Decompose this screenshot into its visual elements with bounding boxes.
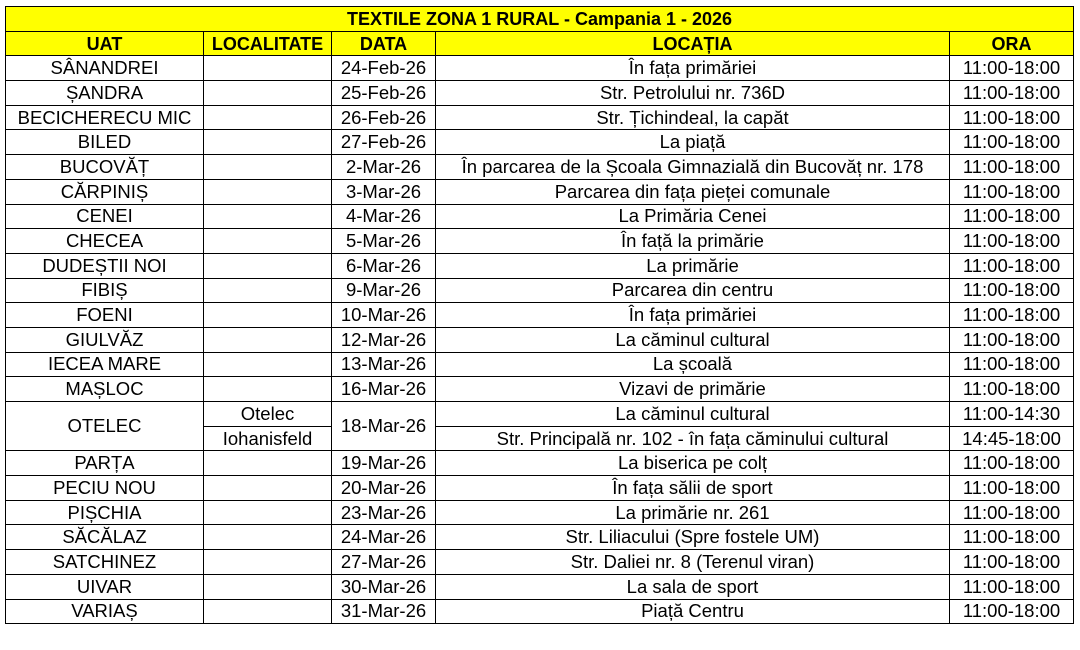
table-row <box>6 56 1074 81</box>
cell-uat: MAȘLOC <box>6 377 204 402</box>
table-title: TEXTILE ZONA 1 RURAL - Campania 1 - 2026 <box>6 7 1074 32</box>
cell-ora: 11:00-18:00 <box>950 179 1074 204</box>
cell-localitate <box>204 155 332 180</box>
cell-locatia: La primărie <box>436 253 950 278</box>
cell-uat: PECIU NOU <box>6 476 204 501</box>
cell-uat: ȘANDRA <box>6 81 204 106</box>
cell-ora: 11:00-18:00 <box>950 204 1074 229</box>
cell-locatia: Str. Liliacului (Spre fostele UM) <box>436 525 950 550</box>
cell-locatia: La Primăria Cenei <box>436 204 950 229</box>
title-row <box>6 7 1074 32</box>
cell-localitate <box>204 550 332 575</box>
cell-localitate <box>204 229 332 254</box>
cell-locatia: La piață <box>436 130 950 155</box>
cell-uat: PARȚA <box>6 451 204 476</box>
cell-locatia: Str. Petrolului nr. 736D <box>436 81 950 106</box>
cell-locatia: În fața primăriei <box>436 56 950 81</box>
cell-localitate <box>204 327 332 352</box>
cell-uat: SĂCĂLAZ <box>6 525 204 550</box>
cell-locatia: Str. Principală nr. 102 - în fața căminului cultural <box>436 426 950 451</box>
cell-data: 31-Mar-26 <box>332 599 436 624</box>
table-row <box>6 155 1074 180</box>
cell-uat: DUDEȘTII NOI <box>6 253 204 278</box>
cell-ora: 11:00-18:00 <box>950 500 1074 525</box>
cell-ora: 11:00-18:00 <box>950 476 1074 501</box>
cell-uat: CENEI <box>6 204 204 229</box>
cell-uat: GIULVĂZ <box>6 327 204 352</box>
cell-locatia: În față la primărie <box>436 229 950 254</box>
cell-data: 2-Mar-26 <box>332 155 436 180</box>
cell-data: 25-Feb-26 <box>332 81 436 106</box>
cell-locatia: Str. Țichindeal, la capăt <box>436 105 950 130</box>
cell-data: 3-Mar-26 <box>332 179 436 204</box>
cell-ora: 11:00-18:00 <box>950 525 1074 550</box>
cell-ora: 11:00-18:00 <box>950 377 1074 402</box>
cell-locatia: La căminul cultural <box>436 402 950 427</box>
cell-ora: 11:00-18:00 <box>950 303 1074 328</box>
cell-localitate <box>204 303 332 328</box>
cell-ora: 11:00-18:00 <box>950 327 1074 352</box>
table-row <box>6 377 1074 402</box>
cell-data: 30-Mar-26 <box>332 574 436 599</box>
cell-ora: 11:00-18:00 <box>950 278 1074 303</box>
cell-localitate <box>204 179 332 204</box>
cell-data: 27-Mar-26 <box>332 550 436 575</box>
cell-ora: 11:00-18:00 <box>950 81 1074 106</box>
cell-localitate <box>204 476 332 501</box>
cell-data: 20-Mar-26 <box>332 476 436 501</box>
cell-localitate: Otelec <box>204 402 332 427</box>
cell-locatia: La primărie nr. 261 <box>436 500 950 525</box>
cell-locatia: La biserica pe colț <box>436 451 950 476</box>
cell-uat: BILED <box>6 130 204 155</box>
header-localitate: LOCALITATE <box>204 31 332 56</box>
table-row <box>6 476 1074 501</box>
cell-data: 27-Feb-26 <box>332 130 436 155</box>
cell-ora: 11:00-18:00 <box>950 253 1074 278</box>
cell-localitate <box>204 253 332 278</box>
cell-data: 23-Mar-26 <box>332 500 436 525</box>
cell-data: 16-Mar-26 <box>332 377 436 402</box>
table-row <box>6 550 1074 575</box>
table-row <box>6 599 1074 624</box>
table-row <box>6 451 1074 476</box>
cell-ora: 11:00-18:00 <box>950 130 1074 155</box>
cell-localitate <box>204 500 332 525</box>
cell-uat: SATCHINEZ <box>6 550 204 575</box>
cell-locatia: La școală <box>436 352 950 377</box>
cell-localitate <box>204 525 332 550</box>
cell-ora: 11:00-18:00 <box>950 56 1074 81</box>
cell-locatia: Parcarea din fața pieței comunale <box>436 179 950 204</box>
cell-uat: SÂNANDREI <box>6 56 204 81</box>
table-row <box>6 253 1074 278</box>
cell-localitate <box>204 81 332 106</box>
table-row <box>6 105 1074 130</box>
cell-uat: UIVAR <box>6 574 204 599</box>
cell-data: 9-Mar-26 <box>332 278 436 303</box>
cell-data: 4-Mar-26 <box>332 204 436 229</box>
cell-uat: BECICHERECU MIC <box>6 105 204 130</box>
table-row <box>6 574 1074 599</box>
cell-ora: 11:00-18:00 <box>950 599 1074 624</box>
cell-uat: CĂRPINIȘ <box>6 179 204 204</box>
header-row <box>6 31 1074 56</box>
table-row <box>6 179 1074 204</box>
cell-ora: 14:45-18:00 <box>950 426 1074 451</box>
header-data: DATA <box>332 31 436 56</box>
cell-localitate <box>204 56 332 81</box>
cell-localitate <box>204 204 332 229</box>
cell-locatia: Vizavi de primărie <box>436 377 950 402</box>
table-row <box>6 130 1074 155</box>
cell-localitate <box>204 451 332 476</box>
cell-localitate <box>204 574 332 599</box>
cell-ora: 11:00-18:00 <box>950 229 1074 254</box>
table-row <box>6 278 1074 303</box>
cell-uat: VARIAȘ <box>6 599 204 624</box>
cell-locatia: Str. Daliei nr. 8 (Terenul viran) <box>436 550 950 575</box>
table-body <box>6 56 1074 624</box>
cell-ora: 11:00-18:00 <box>950 155 1074 180</box>
cell-uat: BUCOVĂȚ <box>6 155 204 180</box>
table-row <box>6 525 1074 550</box>
cell-data: 24-Feb-26 <box>332 56 436 81</box>
cell-ora: 11:00-14:30 <box>950 402 1074 427</box>
cell-data: 13-Mar-26 <box>332 352 436 377</box>
table-row <box>6 327 1074 352</box>
cell-data: 24-Mar-26 <box>332 525 436 550</box>
cell-ora: 11:00-18:00 <box>950 574 1074 599</box>
cell-ora: 11:00-18:00 <box>950 352 1074 377</box>
header-locatia: LOCAȚIA <box>436 31 950 56</box>
cell-localitate <box>204 130 332 155</box>
cell-localitate <box>204 377 332 402</box>
cell-data: 10-Mar-26 <box>332 303 436 328</box>
cell-uat: CHECEA <box>6 229 204 254</box>
table-row <box>6 303 1074 328</box>
cell-data: 26-Feb-26 <box>332 105 436 130</box>
cell-localitate: Iohanisfeld <box>204 426 332 451</box>
cell-uat: PIȘCHIA <box>6 500 204 525</box>
cell-uat: IECEA MARE <box>6 352 204 377</box>
cell-ora: 11:00-18:00 <box>950 550 1074 575</box>
table-row <box>6 500 1074 525</box>
cell-ora: 11:00-18:00 <box>950 105 1074 130</box>
table-row <box>6 352 1074 377</box>
cell-locatia: Piață Centru <box>436 599 950 624</box>
table-row <box>6 402 1074 427</box>
cell-data: 12-Mar-26 <box>332 327 436 352</box>
table-row <box>6 81 1074 106</box>
cell-locatia: La căminul cultural <box>436 327 950 352</box>
cell-ora: 11:00-18:00 <box>950 451 1074 476</box>
schedule-table <box>5 6 1074 624</box>
cell-locatia: La sala de sport <box>436 574 950 599</box>
cell-localitate <box>204 599 332 624</box>
cell-data: 19-Mar-26 <box>332 451 436 476</box>
cell-locatia: În parcarea de la Școala Gimnazială din Bucovăț nr. 178 <box>436 155 950 180</box>
cell-locatia: În fața sălii de sport <box>436 476 950 501</box>
cell-localitate <box>204 278 332 303</box>
cell-data: 6-Mar-26 <box>332 253 436 278</box>
cell-data: 5-Mar-26 <box>332 229 436 254</box>
cell-localitate <box>204 352 332 377</box>
schedule-sheet <box>5 6 1074 624</box>
cell-data: 18-Mar-26 <box>332 402 436 451</box>
cell-uat: FOENI <box>6 303 204 328</box>
cell-uat: OTELEC <box>6 402 204 451</box>
header-uat: UAT <box>6 31 204 56</box>
cell-locatia: În fața primăriei <box>436 303 950 328</box>
cell-locatia: Parcarea din centru <box>436 278 950 303</box>
table-row <box>6 229 1074 254</box>
cell-localitate <box>204 105 332 130</box>
table-row <box>6 204 1074 229</box>
header-ora: ORA <box>950 31 1074 56</box>
cell-uat: FIBIȘ <box>6 278 204 303</box>
